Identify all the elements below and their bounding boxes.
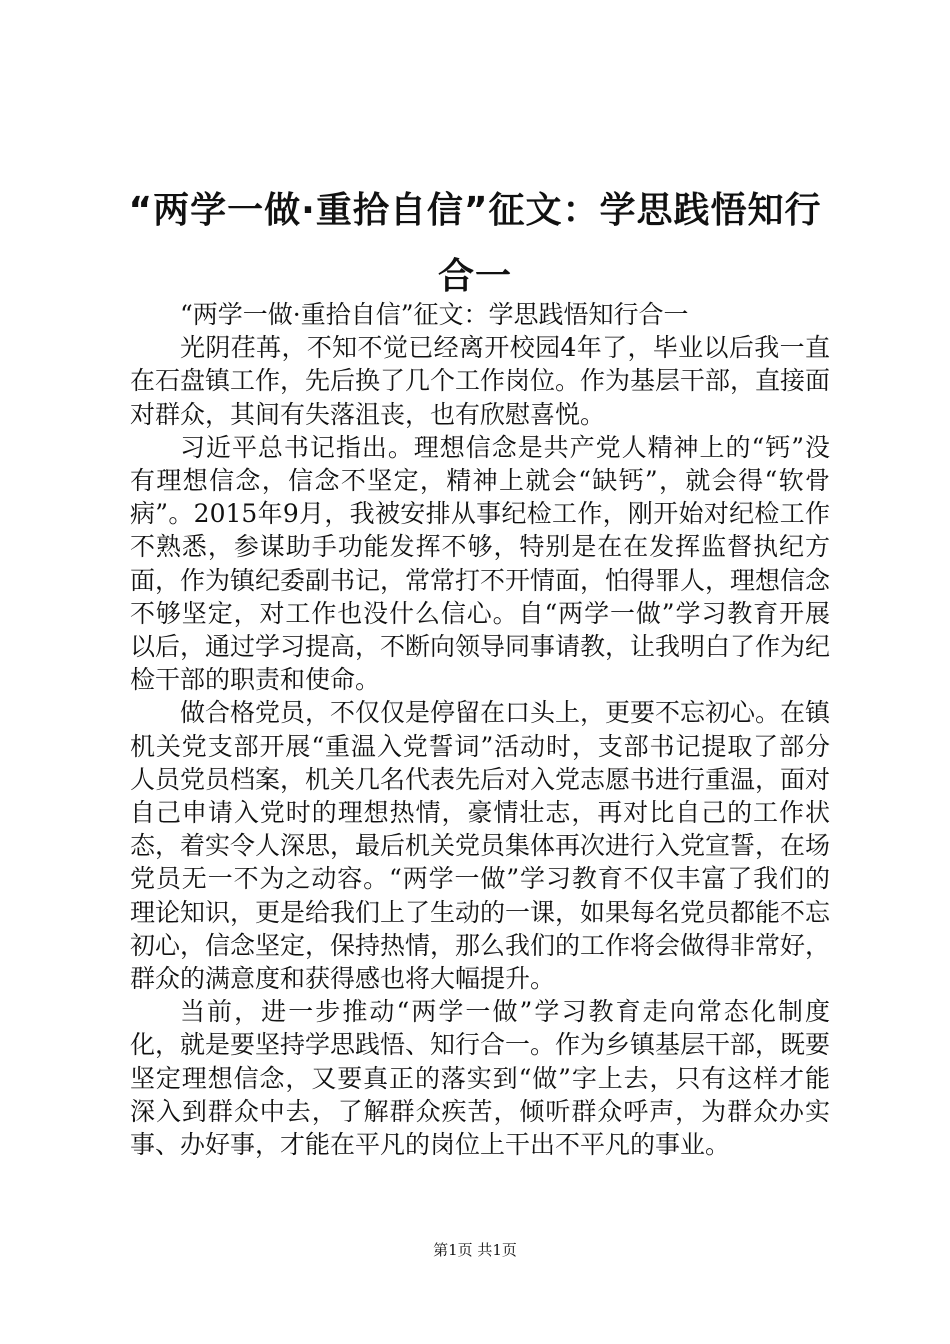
paragraph-1: 光阴荏苒，不知不觉已经离开校园4年了，毕业以后我一直在石盘镇工作，先后换了几个工作岗位。作为基层干部，直接面对群众，其间有失落沮丧，也有欣慰喜悦。 [130,333,831,429]
document-body [130,298,830,1161]
paragraph-3: 做合格党员，不仅仅是停留在口头上，更要不忘初心。在镇机关党支部开展“重温入党誓词”活动时，支部书记提取了部分人员党员档案，机关几名代表先后对入党志愿书进行重温，面对自己申请入党时的理想热情，豪情壮志，再对比自己的工作状态，着实令人深思，最后机关党员集体再次进行入党宣誓，在场党员无一不为之动容。“两学一做”学习教育不仅丰富了我们的理论知识，更是给我们上了生动的一课，如果每名党员都能不忘初心，信念坚定，保持热情，那么我们的工作将会做得非常好，群众的满意度和获得感也将大幅提升。 [130,698,831,994]
page-number-footer: 第1页 共1页 [433,1241,517,1259]
document-title: “两学一做·重拾自信”征文：学思践悟知行合一 [128,190,822,297]
paragraph-4: 当前，进一步推动“两学一做”学习教育走向常态化制度化，就是要坚持学思践悟、知行合一。作为乡镇基层干部，既要坚定理想信念，又要真正的落实到“做”字上去，只有这样才能深入到群众中去，了解群众疾苦，倾听群众呼声，为群众办实事、办好事，才能在平凡的岗位上干出不平凡的事业。 [130,997,831,1160]
paragraph-subtitle: “两学一做·重拾自信”征文：学思践悟知行合一 [180,300,689,329]
paragraph-2: 习近平总书记指出。理想信念是共产党人精神上的“钙”没有理想信念，信念不坚定，精神上就会“缺钙”，就会得“软骨病”。2015年9月，我被安排从事纪检工作，刚开始对纪检工作不熟悉，参谋助手功能发挥不够，特别是在在发挥监督执纪方面，作为镇纪委副书记，常常打不开情面，怕得罪人，理想信念不够坚定，对工作也没什么信心。自“两学一做”学习教育开展以后，通过学习提高，不断向领导同事请教，让我明白了作为纪检干部的职责和使命。 [130,432,831,695]
